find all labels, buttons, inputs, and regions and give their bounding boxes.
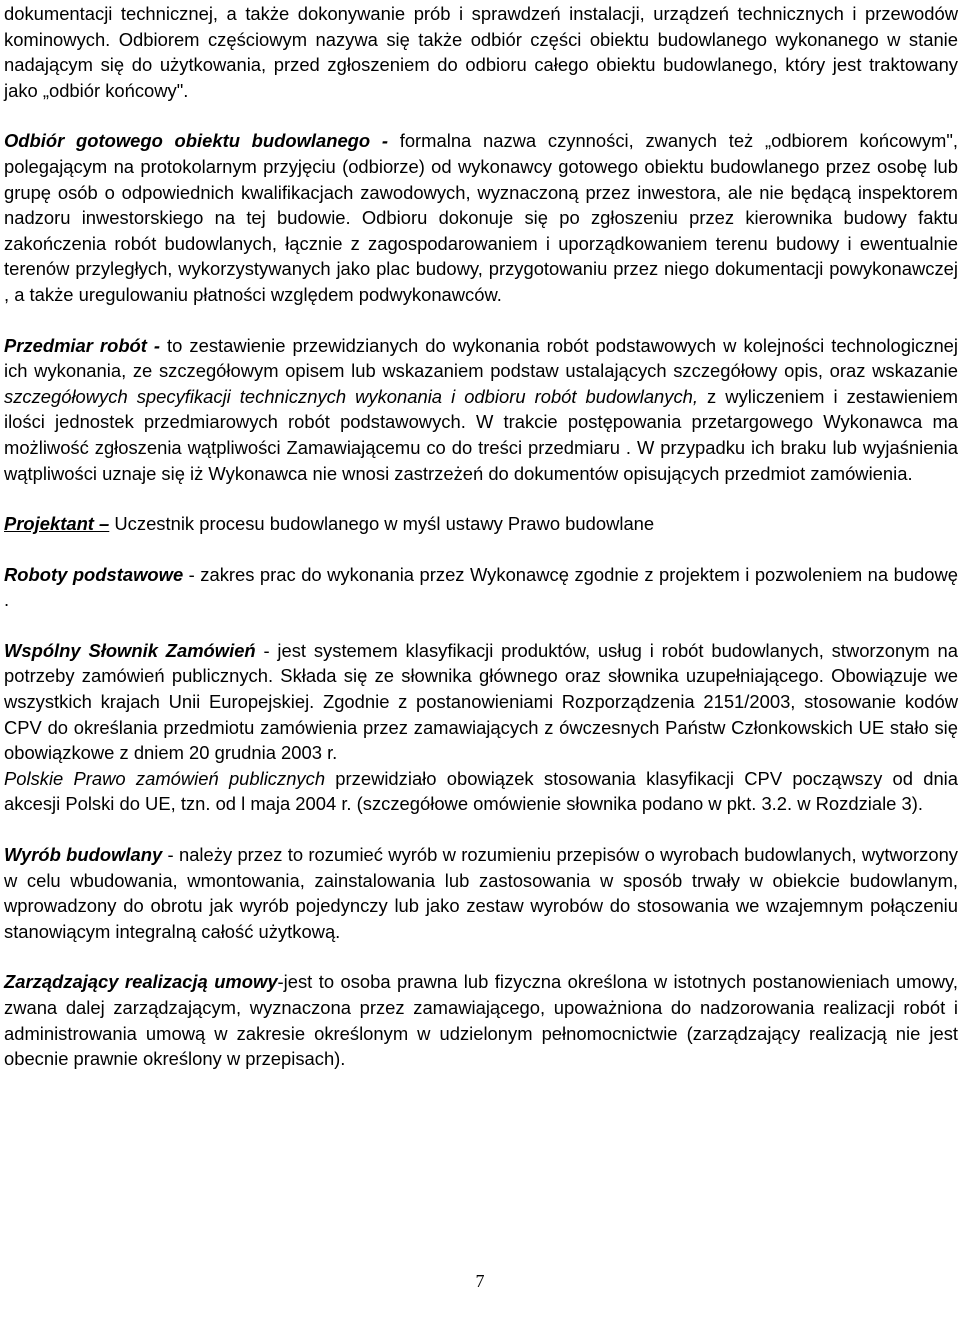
paragraph-przedmiar-robot bbox=[4, 333, 958, 487]
definition-wyrob-budowlany: - należy przez to rozumieć wyrób w rozumieniu przepisów o wyrobach budowlanych, wytworzony w celu wbudowania, wmontowania, zainstalowania lub zastosowania w sposób trwały w obiekcie budowlanym, wprowadzony do obrotu jak wyrób pojedynczy lub jako zestaw wyrobów do stosowania we wzajemnym połączeniu stanowiącym integralną całość użytkową. bbox=[4, 844, 958, 942]
paragraph-roboty-podstawowe bbox=[4, 562, 958, 613]
term-wspolny-slownik-zamowien: Wspólny Słownik Zamówień bbox=[4, 639, 256, 661]
definition-wspolny-slownik-zamowien: - jest systemem klasyfikacji produktów, usług i robót budowlanych, stworzonym na potrzeby zamówień publicznych. Składa się ze słownika głównego oraz słownika uzupełniającego. Obowiązuje we wszystkich krajach Unii Europejskiej. Zgodnie z postanowieniami Rozporządzenia 2151/2003, stosowanie kodów CPV do określania przedmiotu zamówienia przez zamawiających z ówczesnych Państw Członkowskich UE stało się obowiązkowe z dniem 20 grudnia 2003 r. bbox=[4, 639, 958, 764]
term-projektant: Projektant – bbox=[4, 513, 110, 535]
paragraph-polskie-prawo bbox=[4, 766, 958, 817]
paragraph-odbior-gotowego-obiektu bbox=[4, 128, 958, 307]
paragraph-wspolny-slownik-zamowien bbox=[4, 638, 958, 766]
paragraph-wyrob-budowlany bbox=[4, 842, 958, 944]
paragraph-projektant bbox=[4, 511, 958, 537]
term-zarzadzajacy-realizacja-umowy: Zarządzający realizacją umowy bbox=[4, 971, 278, 993]
polskie-prawo-italic: Polskie Prawo zamówień publicznych bbox=[4, 767, 326, 789]
term-roboty-podstawowe: Roboty podstawowe bbox=[4, 563, 184, 585]
definition-przedmiar-robot-part-a: to zestawienie przewidzianych do wykonania robót podstawowych w kolejności technologicznej ich wykonania, ze szczegółowym opisem lub wskazaniem podstaw ustalających szczegółowy opis, oraz wskazanie bbox=[4, 334, 958, 382]
paragraph-intro bbox=[4, 1, 958, 103]
term-odbior-gotowego-obiektu: Odbiór gotowego obiektu budowlanego - bbox=[4, 130, 388, 152]
definition-odbior-gotowego-obiektu: formalna nazwa czynności, zwanych też „odbiorem końcowym", polegającym na protokolarnym przyjęciu (odbiorze) od wykonawcy gotowego obiektu budowlanego przez osobę lub grupę osób o odpowiednich kwalifikacjach zawodowych, wyznaczoną przez inwestora, ale nie będącą inspektorem nadzoru inwestorskiego na tej budowie. Odbioru dokonuje się po zgłoszeniu przez kierownika budowy faktu zakończenia robót budowlanych, łącznie z zagospodarowaniem i uporządkowaniem terenu budowy i ewentualnie terenów przyległych, wykorzystywanych jako plac budowy, przygotowaniu przez niego dokumentacji powykonawczej , a także uregulowaniu płatności względem podwykonawców. bbox=[4, 130, 958, 305]
paragraph-zarzadzajacy-realizacja-umowy bbox=[4, 969, 958, 1071]
page-number: 7 bbox=[475, 1271, 485, 1291]
definition-projektant: Uczestnik procesu budowlanego w myśl ustawy Prawo budowlane bbox=[109, 513, 655, 535]
definition-przedmiar-robot-part-b: z wyliczeniem i zestawieniem ilości jednostek przedmiarowych robót podstawowych. W trakcie postępowania przetargowego Wykonawca ma możliwość zgłoszenia wątpliwości Zamawiającemu co do treści przedmiaru . W przypadku ich braku lub wyjaśnienia wątpliwości uznaje się iż Wykonawca nie wnosi zastrzeżeń do dokumentów opisujących przedmiot zamówienia. bbox=[4, 385, 958, 484]
definition-przedmiar-robot-italic: szczegółowych specyfikacji technicznych wykonania i odbioru robót budowlanych, bbox=[4, 385, 699, 407]
definition-roboty-podstawowe: - zakres prac do wykonania przez Wykonawcę zgodnie z projektem i pozwoleniem na budowę . bbox=[4, 563, 959, 611]
intro-text: dokumentacji technicznej, a także dokonywanie prób i sprawdzeń instalacji, urządzeń technicznych i przewodów kominowych. Odbiorem częściowym nazywa się także odbiór części obiektu budowlanego wykonanego w stanie nadającym się do użytkowania, przed zgłoszeniem do odbioru całego obiektu budowlanego, który jest traktowany jako „odbiór końcowy". bbox=[4, 3, 958, 101]
document-page bbox=[4, 0, 958, 1072]
term-przedmiar-robot: Przedmiar robót - bbox=[4, 334, 161, 356]
polskie-prawo-text: przewidziało obowiązek stosowania klasyfikacji CPV począwszy od dnia akcesji Polski do UE, tzn. od l maja 2004 r. (szczegółowe omówienie słownika podano w pkt. 3.2. w Rozdziale 3). bbox=[4, 767, 958, 815]
definition-zarzadzajacy-realizacja-umowy: -jest to osoba prawna lub fizyczna określona w istotnych postanowieniach umowy, zwana dalej zarządzającym, wyznaczona przez zamawiającego, upoważniona do nadzorowania realizacji robót i administrowania umową w zakresie określonym w udzielonym pełnomocnictwie (zarządzający realizacją nie jest obecnie prawnie określony w przepisach). bbox=[4, 971, 958, 1070]
term-wyrob-budowlany: Wyrób budowlany bbox=[4, 844, 163, 866]
